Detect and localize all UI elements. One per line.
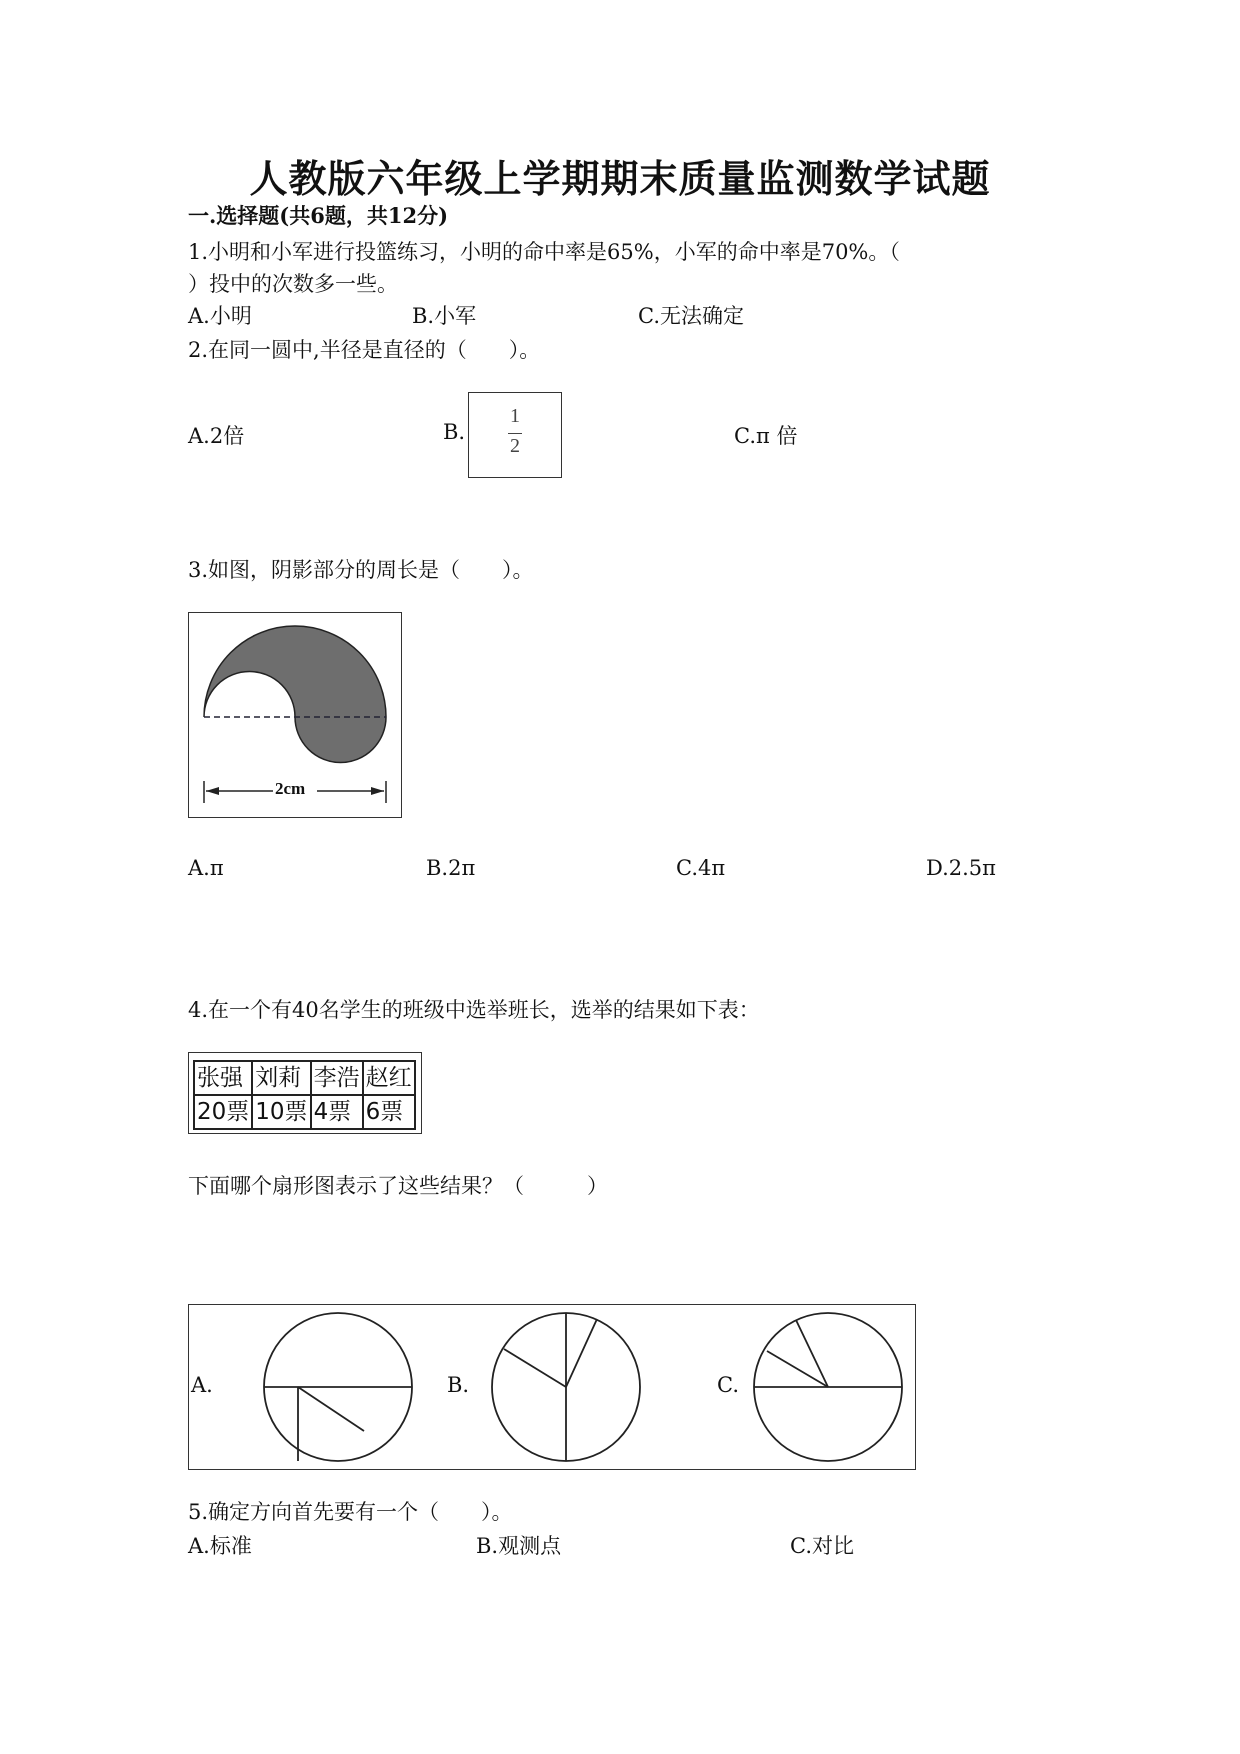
question-3-option-c[interactable]: C.4π: [676, 856, 726, 880]
table-row: [194, 1095, 415, 1129]
fraction-denominator: 2: [510, 435, 520, 457]
arrow-left: [206, 787, 219, 795]
arrow-right: [371, 787, 384, 795]
table-cell: 6票: [363, 1095, 415, 1129]
pie-b-label[interactable]: B.: [447, 1373, 470, 1397]
question-5-option-a[interactable]: A.标准: [188, 1534, 252, 1558]
dimension-label: 2cm: [275, 779, 306, 798]
table-cell: 20票: [194, 1095, 252, 1129]
question-5-option-b[interactable]: B.观测点: [476, 1534, 562, 1558]
table-row: [194, 1061, 415, 1095]
question-2-option-b-label[interactable]: B.: [443, 420, 466, 444]
question-1-option-b[interactable]: B.小军: [412, 304, 477, 328]
pie-b-line: [504, 1349, 566, 1387]
vote-table: [193, 1060, 416, 1130]
question-3-text: 3.如图，阴影部分的周长是（ ）。: [188, 558, 534, 582]
fraction-numerator: 1: [510, 405, 520, 427]
pie-c-label[interactable]: C.: [717, 1373, 739, 1397]
pie-b-line: [566, 1319, 597, 1387]
question-4-prompt: 下面哪个扇形图表示了这些结果？（ ）: [188, 1174, 608, 1198]
question-2-option-c[interactable]: C.π 倍: [734, 424, 798, 448]
question-1-option-c[interactable]: C.无法确定: [638, 304, 744, 328]
question-2-option-b-fraction[interactable]: [468, 392, 562, 478]
page-title: 人教版六年级上学期期末质量监测数学试题: [249, 157, 991, 201]
pie-a-line: [298, 1387, 364, 1431]
table-cell: 刘莉: [252, 1061, 310, 1095]
question-1-text-line2: ）投中的次数多一些。: [188, 272, 398, 296]
question-3-option-d[interactable]: D.2.5π: [926, 856, 996, 880]
section-heading: 一.选择题(共6题，共12分): [188, 203, 449, 228]
table-cell: 4票: [311, 1095, 363, 1129]
question-2-option-a[interactable]: A.2倍: [188, 424, 245, 448]
question-3-option-a[interactable]: A.π: [188, 856, 224, 880]
question-3-figure: [188, 612, 402, 818]
table-cell: 10票: [252, 1095, 310, 1129]
table-cell: 赵红: [363, 1061, 415, 1095]
question-5-text: 5.确定方向首先要有一个（ ）。: [188, 1500, 513, 1524]
question-4-text: 4.在一个有40名学生的班级中选举班长，选举的结果如下表：: [188, 998, 760, 1022]
question-1-option-a[interactable]: A.小明: [188, 304, 252, 328]
question-2-text: 2.在同一圆中,半径是直径的（ ）。: [188, 338, 541, 362]
fraction-bar: [508, 433, 522, 434]
shaded-region: [204, 626, 386, 763]
table-cell: 张强: [194, 1061, 252, 1095]
table-cell: 李浩: [311, 1061, 363, 1095]
question-5-option-c[interactable]: C.对比: [790, 1534, 854, 1558]
question-3-option-b[interactable]: B.2π: [426, 856, 476, 880]
question-1-text-line1: 1.小明和小军进行投篮练习，小明的命中率是65%，小军的命中率是70%。（: [188, 240, 900, 264]
pie-a-label[interactable]: A.: [191, 1373, 213, 1397]
pie-options-figure: [188, 1304, 916, 1470]
